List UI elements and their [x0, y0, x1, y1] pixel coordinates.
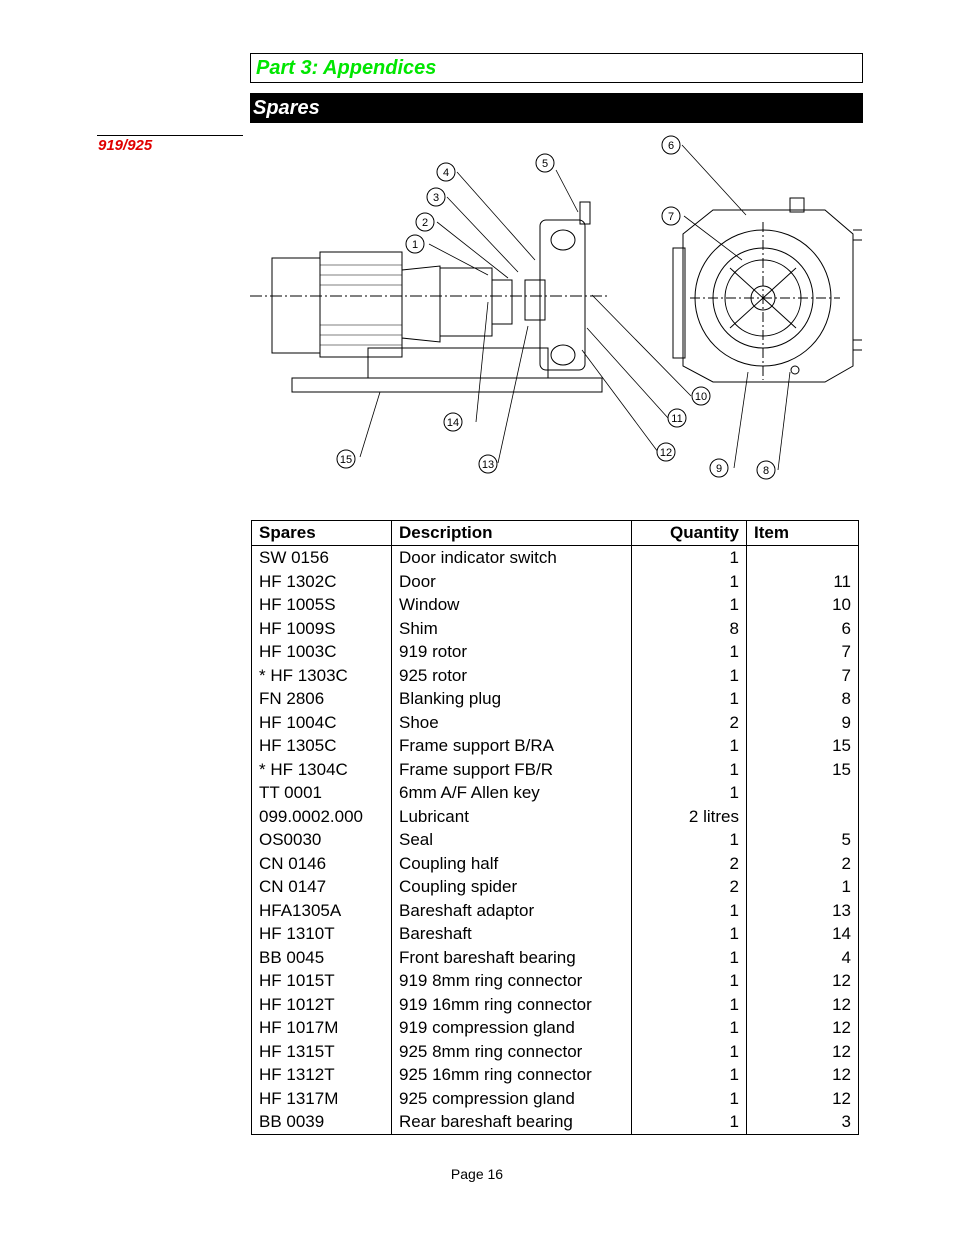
bareshaft-adaptor — [492, 280, 512, 324]
cell-item: 12 — [747, 1063, 859, 1087]
cell-quantity: 2 — [632, 875, 747, 899]
cell-item: 12 — [747, 1087, 859, 1111]
cell-description: Door — [392, 570, 632, 594]
cell-item — [747, 805, 859, 829]
table-row — [252, 734, 859, 758]
cell-spares: CN 0146 — [252, 852, 392, 876]
cell-description: Rear bareshaft bearing — [392, 1110, 632, 1134]
cell-spares: HF 1005S — [252, 593, 392, 617]
cell-quantity: 2 — [632, 852, 747, 876]
callout-6 — [662, 136, 680, 154]
cell-spares: OS0030 — [252, 828, 392, 852]
table-row — [252, 852, 859, 876]
cell-spares: HFA1305A — [252, 899, 392, 923]
cell-quantity: 1 — [632, 1016, 747, 1040]
table-row — [252, 1016, 859, 1040]
cell-spares: HF 1315T — [252, 1040, 392, 1064]
svg-text:4: 4 — [442, 167, 450, 179]
cell-description: Shoe — [392, 711, 632, 735]
table-row — [252, 946, 859, 970]
table-row — [252, 593, 859, 617]
cell-description: 925 16mm ring connector — [392, 1063, 632, 1087]
table-row — [252, 969, 859, 993]
cell-description: Seal — [392, 828, 632, 852]
callout-3 — [427, 188, 445, 206]
cell-quantity: 2 litres — [632, 805, 747, 829]
callout-1 — [406, 235, 424, 253]
cell-description: 6mm A/F Allen key — [392, 781, 632, 805]
table-row — [252, 617, 859, 641]
cell-quantity: 1 — [632, 734, 747, 758]
cell-item: 12 — [747, 969, 859, 993]
cell-spares: HF 1317M — [252, 1087, 392, 1111]
cell-spares: HF 1009S — [252, 617, 392, 641]
callout-9 — [710, 459, 728, 477]
svg-text:13: 13 — [481, 459, 495, 471]
cell-quantity: 1 — [632, 922, 747, 946]
svg-text:11: 11 — [671, 413, 683, 425]
cell-description: Front bareshaft bearing — [392, 946, 632, 970]
cell-quantity: 1 — [632, 899, 747, 923]
page-number: Page 16 — [450, 1166, 504, 1182]
cell-spares: HF 1302C — [252, 570, 392, 594]
cell-item: 7 — [747, 640, 859, 664]
cell-description: 925 rotor — [392, 664, 632, 688]
cell-quantity: 1 — [632, 546, 747, 570]
column-header-description: Description — [392, 521, 632, 546]
table-row — [252, 1040, 859, 1064]
cell-quantity: 1 — [632, 946, 747, 970]
cell-item: 15 — [747, 758, 859, 782]
cell-description: 919 rotor — [392, 640, 632, 664]
cell-item: 5 — [747, 828, 859, 852]
cell-item: 10 — [747, 593, 859, 617]
cell-item: 3 — [747, 1110, 859, 1134]
cell-quantity: 1 — [632, 593, 747, 617]
cell-quantity: 1 — [632, 828, 747, 852]
table-row — [252, 664, 859, 688]
cell-description: Coupling spider — [392, 875, 632, 899]
cell-item: 1 — [747, 875, 859, 899]
cell-description: Frame support B/RA — [392, 734, 632, 758]
part-header — [250, 53, 863, 83]
cell-item: 12 — [747, 1040, 859, 1064]
svg-text:6: 6 — [667, 140, 675, 152]
cell-item: 14 — [747, 922, 859, 946]
cell-description: Shim — [392, 617, 632, 641]
motor-end-cap — [272, 258, 320, 353]
cell-quantity: 1 — [632, 687, 747, 711]
cell-description: Door indicator switch — [392, 546, 632, 570]
cell-spares: HF 1015T — [252, 969, 392, 993]
cell-spares: TT 0001 — [252, 781, 392, 805]
callout-5 — [536, 154, 554, 172]
cell-description: Window — [392, 593, 632, 617]
cell-quantity: 8 — [632, 617, 747, 641]
table-header-row — [252, 521, 859, 546]
cell-item: 13 — [747, 899, 859, 923]
cell-item — [747, 546, 859, 570]
cell-quantity: 1 — [632, 993, 747, 1017]
svg-text:7: 7 — [667, 211, 675, 223]
cell-spares: HF 1017M — [252, 1016, 392, 1040]
table-row — [252, 922, 859, 946]
cell-quantity: 1 — [632, 1087, 747, 1111]
part-title: Part 3: Appendices — [256, 57, 437, 79]
callout-13 — [479, 455, 497, 473]
svg-text:15: 15 — [339, 454, 353, 466]
cell-description: 925 8mm ring connector — [392, 1040, 632, 1064]
base-plate — [292, 378, 602, 392]
spares-table — [251, 520, 859, 1135]
table-row — [252, 640, 859, 664]
svg-text:8: 8 — [762, 465, 770, 477]
cell-spares: BB 0039 — [252, 1110, 392, 1134]
cell-item: 2 — [747, 852, 859, 876]
callout-7 — [662, 207, 680, 225]
cell-spares: HF 1310T — [252, 922, 392, 946]
svg-text:2: 2 — [421, 217, 429, 229]
table-row — [252, 828, 859, 852]
table-row — [252, 993, 859, 1017]
cell-item: 9 — [747, 711, 859, 735]
table-row — [252, 546, 859, 570]
frame-support — [368, 348, 548, 378]
callout-2 — [416, 213, 434, 231]
cell-item: 6 — [747, 617, 859, 641]
cell-quantity: 1 — [632, 758, 747, 782]
callout-8 — [757, 461, 775, 479]
table-row — [252, 781, 859, 805]
cell-item: 12 — [747, 1016, 859, 1040]
motor-flange — [402, 266, 440, 342]
svg-text:12: 12 — [659, 447, 673, 459]
cell-spares: * HF 1303C — [252, 664, 392, 688]
cell-quantity: 1 — [632, 781, 747, 805]
cell-description: 925 compression gland — [392, 1087, 632, 1111]
callout-11 — [668, 409, 686, 427]
model-label: 919/925 — [98, 137, 153, 154]
callout-4 — [437, 163, 455, 181]
table-row — [252, 805, 859, 829]
pump-head-front — [683, 210, 853, 382]
table-row — [252, 758, 859, 782]
cell-spares: * HF 1304C — [252, 758, 392, 782]
cell-spares: BB 0045 — [252, 946, 392, 970]
cell-spares: 099.0002.000 — [252, 805, 392, 829]
table-row — [252, 1087, 859, 1111]
cell-quantity: 1 — [632, 1063, 747, 1087]
cell-item: 7 — [747, 664, 859, 688]
svg-text:1: 1 — [411, 239, 419, 251]
cell-quantity: 1 — [632, 1040, 747, 1064]
cell-description: Coupling half — [392, 852, 632, 876]
callout-12 — [657, 443, 675, 461]
cell-spares: HF 1012T — [252, 993, 392, 1017]
cell-item: 12 — [747, 993, 859, 1017]
column-header-item: Item — [747, 521, 859, 546]
cell-description: 919 compression gland — [392, 1016, 632, 1040]
table-row — [252, 687, 859, 711]
section-header — [250, 93, 863, 123]
cell-item: 4 — [747, 946, 859, 970]
svg-text:5: 5 — [541, 158, 549, 170]
cell-item: 11 — [747, 570, 859, 594]
cell-description: Bareshaft adaptor — [392, 899, 632, 923]
svg-text:3: 3 — [432, 192, 440, 204]
cell-description: Blanking plug — [392, 687, 632, 711]
model-rule — [97, 135, 243, 136]
cell-spares: HF 1312T — [252, 1063, 392, 1087]
cell-quantity: 1 — [632, 664, 747, 688]
cell-description: 919 16mm ring connector — [392, 993, 632, 1017]
table-row — [252, 1063, 859, 1087]
svg-text:9: 9 — [715, 463, 723, 475]
table-row — [252, 570, 859, 594]
cell-description: Lubricant — [392, 805, 632, 829]
callout-10 — [692, 387, 710, 405]
coupling-housing — [440, 268, 492, 336]
cell-spares: HF 1004C — [252, 711, 392, 735]
column-header-spares: Spares — [252, 521, 392, 546]
cell-item: 8 — [747, 687, 859, 711]
svg-text:10: 10 — [694, 391, 708, 403]
table-row — [252, 875, 859, 899]
table-row — [252, 711, 859, 735]
cell-spares: HF 1305C — [252, 734, 392, 758]
table-row — [252, 899, 859, 923]
svg-text:14: 14 — [446, 417, 460, 429]
cell-quantity: 1 — [632, 1110, 747, 1134]
cell-quantity: 1 — [632, 640, 747, 664]
column-header-quantity: Quantity — [632, 521, 747, 546]
cell-quantity: 1 — [632, 570, 747, 594]
cell-spares: CN 0147 — [252, 875, 392, 899]
cell-spares: HF 1003C — [252, 640, 392, 664]
table-row — [252, 1110, 859, 1134]
cell-item — [747, 781, 859, 805]
motor-body — [320, 252, 402, 357]
cell-item: 15 — [747, 734, 859, 758]
callout-14 — [444, 413, 462, 431]
callout-15 — [337, 450, 355, 468]
cell-spares: SW 0156 — [252, 546, 392, 570]
cell-quantity: 1 — [632, 969, 747, 993]
cell-quantity: 2 — [632, 711, 747, 735]
cell-description: Bareshaft — [392, 922, 632, 946]
cell-description: 919 8mm ring connector — [392, 969, 632, 993]
cell-spares: FN 2806 — [252, 687, 392, 711]
pump-exploded-diagram — [250, 130, 862, 485]
cell-description: Frame support FB/R — [392, 758, 632, 782]
section-title: Spares — [253, 97, 320, 119]
